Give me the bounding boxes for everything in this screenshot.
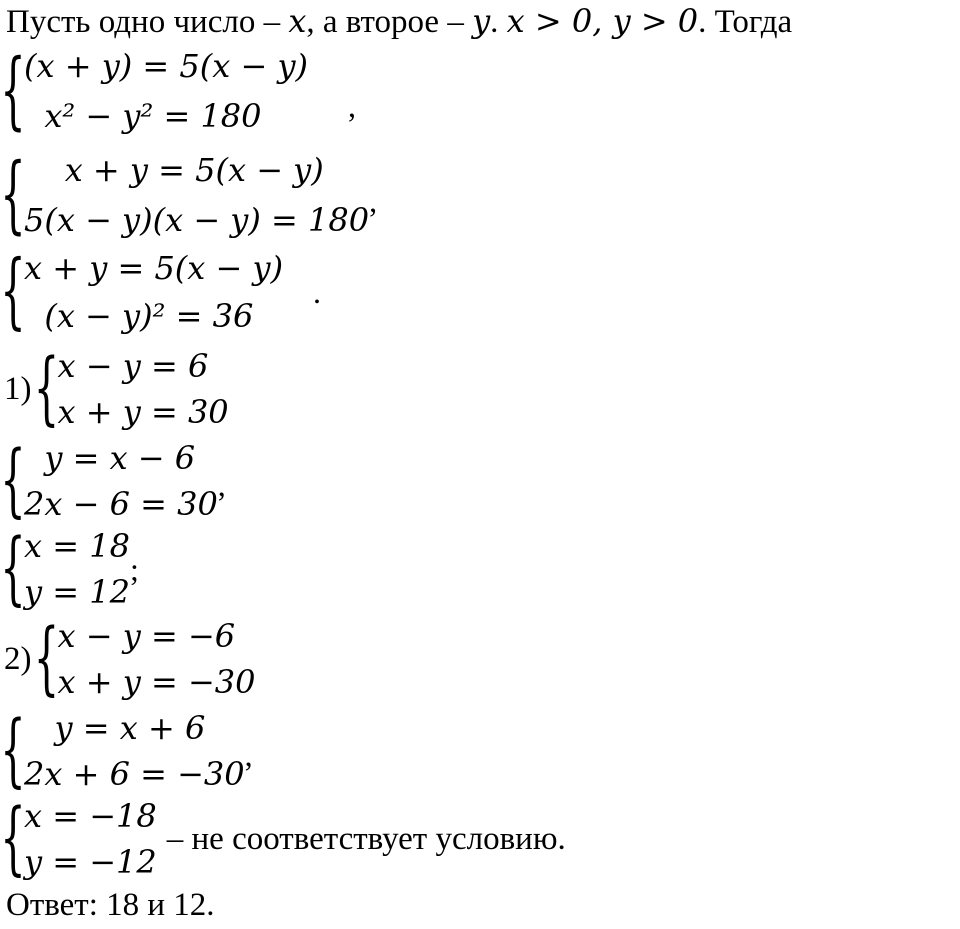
brace-icon: { xyxy=(0,42,26,140)
system-2-suffix: , xyxy=(369,183,378,219)
system-5 xyxy=(0,435,226,527)
system-3-row-2: (x − y)² = 36 xyxy=(24,297,254,335)
brace-icon: { xyxy=(33,343,60,435)
brace-icon: { xyxy=(33,613,60,705)
brace-icon: { xyxy=(0,793,26,885)
system-5-row-1: y = x − 6 xyxy=(24,439,196,477)
system-8-row-1: y = x + 6 xyxy=(24,709,206,747)
system-2-row-1: x + y = 5(x − y) xyxy=(24,151,324,189)
system-7-row-2: x + y = −30 xyxy=(57,663,256,701)
intro-text-1: Пусть одно число – xyxy=(6,4,289,40)
intro-var-y: y xyxy=(472,2,491,40)
intro-condition: x > 0, y > 0 xyxy=(506,2,699,40)
case-2-label: 2) xyxy=(4,640,32,677)
system-9-row-1: x = −18 xyxy=(24,797,157,835)
intro-var-x: x xyxy=(288,2,307,40)
system-4-row-1: x − y = 6 xyxy=(57,347,209,385)
system-9-row-2: y = −12 xyxy=(24,843,157,881)
brace-icon: { xyxy=(0,705,26,797)
system-7 xyxy=(4,614,255,704)
system-6-row-2: y = 12 xyxy=(24,573,130,611)
system-1-row-2: x² − y² = 180 xyxy=(24,97,262,135)
system-4-row-2: x + y = 30 xyxy=(57,393,229,431)
system-4 xyxy=(4,344,229,434)
answer-line: Ответ: 18 и 12. xyxy=(6,887,215,923)
system-3-row-1: x + y = 5(x − y) xyxy=(24,249,284,287)
brace-icon: { xyxy=(0,146,26,244)
intro-text-2: , а второе – xyxy=(306,4,473,40)
system-6-suffix: ; xyxy=(129,550,139,587)
system-5-suffix: , xyxy=(217,467,226,503)
system-9 xyxy=(0,793,566,885)
brace-icon: { xyxy=(0,435,26,527)
case-1-label: 1) xyxy=(4,370,32,407)
system-7-row-1: x − y = −6 xyxy=(57,617,236,655)
system-1-suffix: , xyxy=(348,88,357,124)
brace-icon: { xyxy=(0,244,26,340)
system-1 xyxy=(0,42,357,140)
system-2 xyxy=(0,146,378,244)
system-2-row-2: 5(x − y)(x − y) = 180 xyxy=(24,201,370,239)
system-9-note: – не соответствует условию. xyxy=(166,820,566,857)
intro-line xyxy=(6,2,792,41)
system-6 xyxy=(0,523,139,615)
intro-text-3: . xyxy=(490,4,507,40)
system-1-row-1: (x + y) = 5(x − y) xyxy=(24,47,309,85)
intro-text-4: . Тогда xyxy=(698,4,793,40)
system-8-row-2: 2x + 6 = −30 xyxy=(24,755,245,793)
system-8 xyxy=(0,705,253,797)
system-5-row-2: 2x − 6 = 30 xyxy=(24,485,218,523)
brace-icon: { xyxy=(0,523,26,615)
system-8-suffix: , xyxy=(244,737,253,773)
system-6-row-1: x = 18 xyxy=(24,527,130,565)
system-3-suffix: . xyxy=(313,273,322,310)
